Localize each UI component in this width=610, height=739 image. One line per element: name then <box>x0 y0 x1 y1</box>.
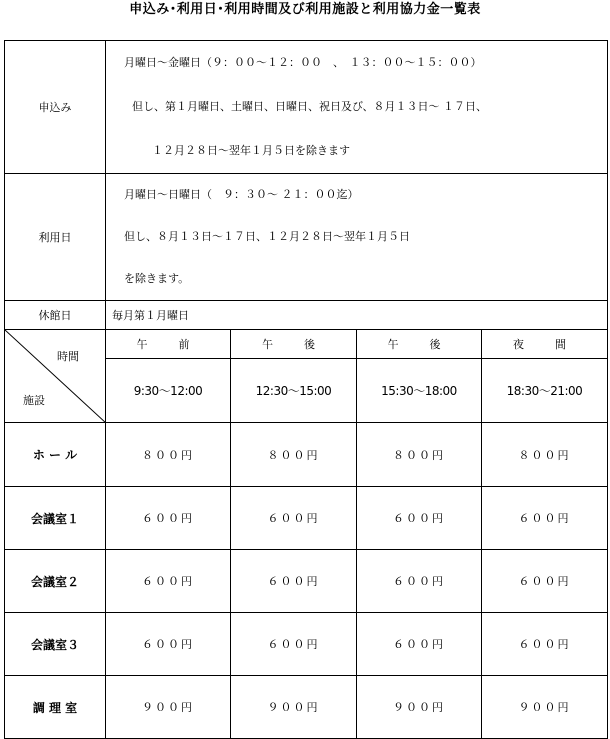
facility-name: 調 理 室 <box>5 676 106 739</box>
header-diagonal-line <box>5 330 106 423</box>
usage-days-row <box>5 174 608 301</box>
usage-days-label: 利用日 <box>5 174 106 301</box>
facility-row-cooking-room <box>5 676 608 739</box>
facility-row-hall <box>5 423 608 487</box>
usage-days-line-1: 月曜日～日曜日（ ９：３０～ ２１：００迄） <box>124 188 359 201</box>
application-row <box>5 41 608 174</box>
period-name: 夜 間 <box>482 330 608 359</box>
price-cell: ６００円 <box>357 550 482 613</box>
period-range: 18:30～21:00 <box>482 359 608 423</box>
application-line-1: 月曜日～金曜日（９：００～１２：００ 、 １３：００～１５：００） <box>124 56 482 69</box>
price-cell: ６００円 <box>106 487 231 550</box>
period-range: 15:30～18:00 <box>357 359 482 423</box>
price-cell: ８００円 <box>482 423 608 487</box>
price-cell: ６００円 <box>482 487 608 550</box>
facility-name: 会議室２ <box>5 550 106 613</box>
price-cell: ６００円 <box>482 550 608 613</box>
price-cell: ９００円 <box>106 676 231 739</box>
period-range: 12:30～15:00 <box>231 359 357 423</box>
period-range: 9:30～12:00 <box>106 359 231 423</box>
facility-row-meeting-room-3 <box>5 613 608 676</box>
price-cell: ６００円 <box>106 550 231 613</box>
facility-name: ホ ー ル <box>5 423 106 487</box>
application-label: 申込み <box>5 41 106 174</box>
price-cell: ６００円 <box>231 613 357 676</box>
period-name: 午 後 <box>231 330 357 359</box>
application-detail <box>106 41 608 174</box>
period-name: 午 後 <box>357 330 482 359</box>
usage-days-detail <box>106 174 608 301</box>
period-name: 午 前 <box>106 330 231 359</box>
price-cell: ６００円 <box>106 613 231 676</box>
price-cell: ８００円 <box>357 423 482 487</box>
application-line-2: 但し、第１月曜日、土曜日、日曜日、祝日及び、８月１３日～ １７日、 <box>132 100 488 113</box>
price-cell: ６００円 <box>231 487 357 550</box>
facility-row-meeting-room-2 <box>5 550 608 613</box>
facility-name: 会議室１ <box>5 487 106 550</box>
price-cell: ９００円 <box>231 676 357 739</box>
closed-value: 毎月第１月曜日 <box>106 301 608 330</box>
closed-row <box>5 301 608 330</box>
header-time: 時間 <box>57 350 79 363</box>
price-cell: ６００円 <box>231 550 357 613</box>
usage-days-line-3: を除きます。 <box>124 272 190 285</box>
closed-label: 休館日 <box>5 301 106 330</box>
price-cell: ６００円 <box>482 613 608 676</box>
time-facility-header <box>5 330 106 423</box>
price-cell: ９００円 <box>357 676 482 739</box>
usage-days-line-2: 但し、８月１３日～１７日、１２月２８日～翌年１月５日 <box>124 230 410 243</box>
price-cell: ６００円 <box>357 487 482 550</box>
facility-name: 会議室３ <box>5 613 106 676</box>
header-facility: 施設 <box>23 394 45 407</box>
price-cell: ８００円 <box>231 423 357 487</box>
price-cell: ８００円 <box>106 423 231 487</box>
price-cell: ９００円 <box>482 676 608 739</box>
fee-table <box>4 40 608 739</box>
application-line-3: １２月２８日～翌年１月５日を除きます <box>152 144 350 157</box>
period-name-row <box>5 330 608 359</box>
facility-row-meeting-room-1 <box>5 487 608 550</box>
price-cell: ６００円 <box>357 613 482 676</box>
page-title: 申込み･利用日･利用時間及び利用施設と利用協力金一覧表 <box>129 2 481 17</box>
